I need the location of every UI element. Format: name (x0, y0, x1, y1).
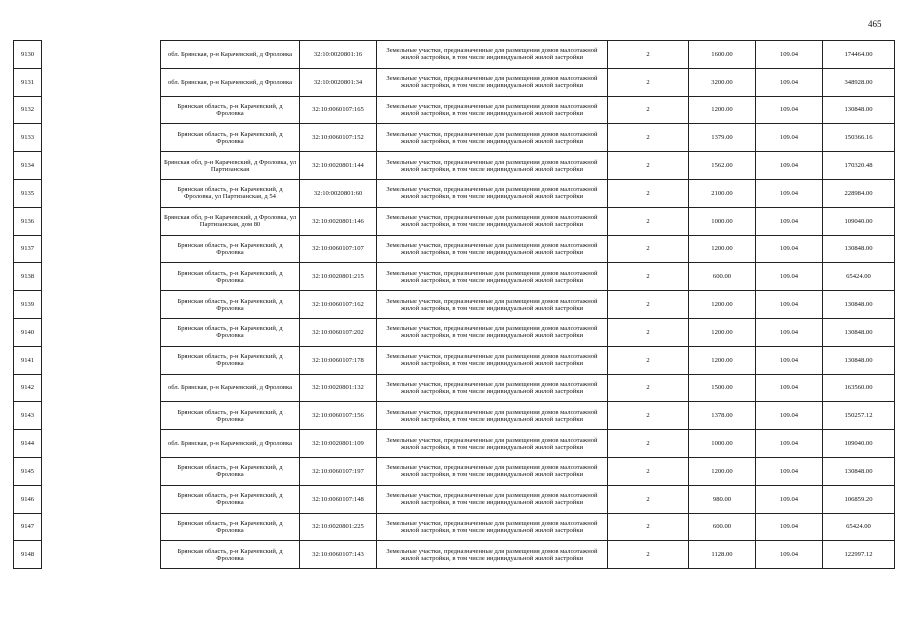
row-number-cell: 9144 (14, 430, 42, 458)
rate-cell: 109.04 (756, 541, 823, 569)
cadastral-value-cell: 163560.00 (823, 374, 895, 402)
land-use-cell: Земельные участки, предназначенные для размещения домов малоэтажной жилой застройки, в том числе индивидуальной жилой застройки (377, 541, 608, 569)
cadastral-value-cell: 228984.00 (823, 179, 895, 207)
cadastral-value-cell: 174464.00 (823, 41, 895, 69)
empty-cell (42, 430, 161, 458)
cadastral-value-cell: 130848.00 (823, 318, 895, 346)
cadastral-number-cell: 32:10:0020801:16 (300, 41, 377, 69)
rate-cell: 109.04 (756, 96, 823, 124)
land-registry-table (13, 40, 895, 569)
empty-cell (42, 346, 161, 374)
area-cell: 3200.00 (689, 68, 756, 96)
table-row (14, 96, 895, 124)
category-cell: 2 (608, 124, 689, 152)
rate-cell: 109.04 (756, 402, 823, 430)
area-cell: 1128.00 (689, 541, 756, 569)
row-number-cell: 9139 (14, 291, 42, 319)
cadastral-number-cell: 32:10:0060107:202 (300, 318, 377, 346)
empty-cell (42, 374, 161, 402)
cadastral-number-cell: 32:10:0020801:225 (300, 513, 377, 541)
row-number-cell: 9131 (14, 68, 42, 96)
table-row (14, 179, 895, 207)
cadastral-value-cell: 130848.00 (823, 96, 895, 124)
empty-cell (42, 124, 161, 152)
table-row (14, 291, 895, 319)
rate-cell: 109.04 (756, 235, 823, 263)
empty-cell (42, 541, 161, 569)
land-use-cell: Земельные участки, предназначенные для размещения домов малоэтажной жилой застройки, в том числе индивидуальной жилой застройки (377, 124, 608, 152)
cadastral-number-cell: 32:10:0020801:132 (300, 374, 377, 402)
area-cell: 1500.00 (689, 374, 756, 402)
category-cell: 2 (608, 207, 689, 235)
cadastral-value-cell: 130848.00 (823, 235, 895, 263)
empty-cell (42, 152, 161, 180)
rate-cell: 109.04 (756, 41, 823, 69)
empty-cell (42, 513, 161, 541)
cadastral-number-cell: 32:10:0060107:156 (300, 402, 377, 430)
cadastral-value-cell: 109040.00 (823, 430, 895, 458)
address-cell: Брянская обл, р-н Карачевский, д Фроловка, ул Партизанская (161, 152, 300, 180)
category-cell: 2 (608, 152, 689, 180)
category-cell: 2 (608, 179, 689, 207)
table-row (14, 263, 895, 291)
rate-cell: 109.04 (756, 430, 823, 458)
rate-cell: 109.04 (756, 207, 823, 235)
table-row (14, 457, 895, 485)
row-number-cell: 9141 (14, 346, 42, 374)
cadastral-value-cell: 130848.00 (823, 291, 895, 319)
cadastral-number-cell: 32:10:0020801:60 (300, 179, 377, 207)
address-cell: Брянская область, р-н Карачевский, д Фроловка (161, 235, 300, 263)
rate-cell: 109.04 (756, 485, 823, 513)
address-cell: Брянская область, р-н Карачевский, д Фроловка (161, 263, 300, 291)
empty-cell (42, 41, 161, 69)
address-cell: Брянская область, р-н Карачевский, д Фроловка (161, 96, 300, 124)
cadastral-value-cell: 170320.48 (823, 152, 895, 180)
land-use-cell: Земельные участки, предназначенные для размещения домов малоэтажной жилой застройки, в том числе индивидуальной жилой застройки (377, 235, 608, 263)
address-cell: Брянская область, р-н Карачевский, д Фроловка (161, 513, 300, 541)
cadastral-number-cell: 32:10:0060107:148 (300, 485, 377, 513)
row-number-cell: 9137 (14, 235, 42, 263)
row-number-cell: 9146 (14, 485, 42, 513)
table-body (14, 41, 895, 569)
area-cell: 1379.00 (689, 124, 756, 152)
cadastral-value-cell: 65424.00 (823, 263, 895, 291)
cadastral-value-cell: 109040.00 (823, 207, 895, 235)
rate-cell: 109.04 (756, 68, 823, 96)
row-number-cell: 9148 (14, 541, 42, 569)
rate-cell: 109.04 (756, 291, 823, 319)
empty-cell (42, 402, 161, 430)
cadastral-value-cell: 130848.00 (823, 346, 895, 374)
category-cell: 2 (608, 485, 689, 513)
table-row (14, 152, 895, 180)
cadastral-number-cell: 32:10:0060107:143 (300, 541, 377, 569)
row-number-cell: 9142 (14, 374, 42, 402)
category-cell: 2 (608, 41, 689, 69)
land-use-cell: Земельные участки, предназначенные для размещения домов малоэтажной жилой застройки, в том числе индивидуальной жилой застройки (377, 485, 608, 513)
row-number-cell: 9147 (14, 513, 42, 541)
cadastral-number-cell: 32:10:0060107:162 (300, 291, 377, 319)
table-row (14, 207, 895, 235)
land-use-cell: Земельные участки, предназначенные для размещения домов малоэтажной жилой застройки, в том числе индивидуальной жилой застройки (377, 152, 608, 180)
area-cell: 600.00 (689, 513, 756, 541)
cadastral-number-cell: 32:10:0060107:178 (300, 346, 377, 374)
row-number-cell: 9140 (14, 318, 42, 346)
land-use-cell: Земельные участки, предназначенные для размещения домов малоэтажной жилой застройки, в том числе индивидуальной жилой застройки (377, 263, 608, 291)
row-number-cell: 9143 (14, 402, 42, 430)
empty-cell (42, 68, 161, 96)
table-row (14, 41, 895, 69)
empty-cell (42, 179, 161, 207)
land-use-cell: Земельные участки, предназначенные для размещения домов малоэтажной жилой застройки, в том числе индивидуальной жилой застройки (377, 96, 608, 124)
table-row (14, 68, 895, 96)
cadastral-number-cell: 32:10:0020801:144 (300, 152, 377, 180)
cadastral-number-cell: 32:10:0020801:146 (300, 207, 377, 235)
empty-cell (42, 235, 161, 263)
category-cell: 2 (608, 430, 689, 458)
land-use-cell: Земельные участки, предназначенные для размещения домов малоэтажной жилой застройки, в том числе индивидуальной жилой застройки (377, 402, 608, 430)
table-row (14, 318, 895, 346)
cadastral-value-cell: 106859.20 (823, 485, 895, 513)
cadastral-number-cell: 32:10:0060107:197 (300, 457, 377, 485)
table-row (14, 235, 895, 263)
land-use-cell: Земельные участки, предназначенные для размещения домов малоэтажной жилой застройки, в том числе индивидуальной жилой застройки (377, 291, 608, 319)
cadastral-number-cell: 32:10:0020801:34 (300, 68, 377, 96)
address-cell: обл. Брянская, р-н Карачевский, д Фроловка (161, 68, 300, 96)
area-cell: 2100.00 (689, 179, 756, 207)
table-row (14, 402, 895, 430)
row-number-cell: 9133 (14, 124, 42, 152)
land-use-cell: Земельные участки, предназначенные для размещения домов малоэтажной жилой застройки, в том числе индивидуальной жилой застройки (377, 513, 608, 541)
land-use-cell: Земельные участки, предназначенные для размещения домов малоэтажной жилой застройки, в том числе индивидуальной жилой застройки (377, 346, 608, 374)
table-row (14, 485, 895, 513)
rate-cell: 109.04 (756, 457, 823, 485)
row-number-cell: 9145 (14, 457, 42, 485)
area-cell: 1000.00 (689, 430, 756, 458)
empty-cell (42, 318, 161, 346)
land-use-cell: Земельные участки, предназначенные для размещения домов малоэтажной жилой застройки, в том числе индивидуальной жилой застройки (377, 207, 608, 235)
address-cell: Брянская область, р-н Карачевский, д Фроловка (161, 124, 300, 152)
area-cell: 1200.00 (689, 291, 756, 319)
land-use-cell: Земельные участки, предназначенные для размещения домов малоэтажной жилой застройки, в том числе индивидуальной жилой застройки (377, 374, 608, 402)
empty-cell (42, 457, 161, 485)
address-cell: Брянская область, р-н Карачевский, д Фроловка (161, 291, 300, 319)
row-number-cell: 9136 (14, 207, 42, 235)
land-use-cell: Земельные участки, предназначенные для размещения домов малоэтажной жилой застройки, в том числе индивидуальной жилой застройки (377, 68, 608, 96)
area-cell: 1000.00 (689, 207, 756, 235)
table-row (14, 346, 895, 374)
address-cell: Брянская обл, р-н Карачевский, д Фроловка, ул Партизанская, дом 80 (161, 207, 300, 235)
area-cell: 1200.00 (689, 457, 756, 485)
table-row (14, 430, 895, 458)
rate-cell: 109.04 (756, 152, 823, 180)
rate-cell: 109.04 (756, 374, 823, 402)
row-number-cell: 9132 (14, 96, 42, 124)
address-cell: обл. Брянская, р-н Карачевский, д Фроловка (161, 41, 300, 69)
area-cell: 1600.00 (689, 41, 756, 69)
empty-cell (42, 485, 161, 513)
category-cell: 2 (608, 513, 689, 541)
rate-cell: 109.04 (756, 263, 823, 291)
rate-cell: 109.04 (756, 513, 823, 541)
category-cell: 2 (608, 291, 689, 319)
area-cell: 1200.00 (689, 318, 756, 346)
row-number-cell: 9130 (14, 41, 42, 69)
area-cell: 1378.00 (689, 402, 756, 430)
land-use-cell: Земельные участки, предназначенные для размещения домов малоэтажной жилой застройки, в том числе индивидуальной жилой застройки (377, 318, 608, 346)
cadastral-number-cell: 32:10:0020801:109 (300, 430, 377, 458)
cadastral-value-cell: 122997.12 (823, 541, 895, 569)
category-cell: 2 (608, 402, 689, 430)
category-cell: 2 (608, 235, 689, 263)
address-cell: обл. Брянская, р-н Карачевский, д Фроловка (161, 374, 300, 402)
cadastral-value-cell: 130848.00 (823, 457, 895, 485)
cadastral-value-cell: 150257.12 (823, 402, 895, 430)
rate-cell: 109.04 (756, 318, 823, 346)
empty-cell (42, 96, 161, 124)
category-cell: 2 (608, 541, 689, 569)
table-row (14, 124, 895, 152)
empty-cell (42, 291, 161, 319)
land-use-cell: Земельные участки, предназначенные для размещения домов малоэтажной жилой застройки, в том числе индивидуальной жилой застройки (377, 41, 608, 69)
area-cell: 1200.00 (689, 346, 756, 374)
address-cell: Брянская область, р-н Карачевский, д Фроловка (161, 318, 300, 346)
rate-cell: 109.04 (756, 346, 823, 374)
address-cell: Брянская область, р-н Карачевский, д Фроловка, ул Партизанская, д 54 (161, 179, 300, 207)
address-cell: Брянская область, р-н Карачевский, д Фроловка (161, 485, 300, 513)
area-cell: 600.00 (689, 263, 756, 291)
row-number-cell: 9135 (14, 179, 42, 207)
page-number: 465 (868, 19, 882, 29)
row-number-cell: 9134 (14, 152, 42, 180)
empty-cell (42, 207, 161, 235)
category-cell: 2 (608, 318, 689, 346)
land-use-cell: Земельные участки, предназначенные для размещения домов малоэтажной жилой застройки, в том числе индивидуальной жилой застройки (377, 430, 608, 458)
category-cell: 2 (608, 346, 689, 374)
land-use-cell: Земельные участки, предназначенные для размещения домов малоэтажной жилой застройки, в том числе индивидуальной жилой застройки (377, 457, 608, 485)
land-use-cell: Земельные участки, предназначенные для размещения домов малоэтажной жилой застройки, в том числе индивидуальной жилой застройки (377, 179, 608, 207)
cadastral-number-cell: 32:10:0060107:107 (300, 235, 377, 263)
address-cell: обл. Брянская, р-н Карачевский, д Фроловка (161, 430, 300, 458)
category-cell: 2 (608, 457, 689, 485)
area-cell: 980.00 (689, 485, 756, 513)
address-cell: Брянская область, р-н Карачевский, д Фроловка (161, 541, 300, 569)
category-cell: 2 (608, 68, 689, 96)
rate-cell: 109.04 (756, 124, 823, 152)
cadastral-value-cell: 348928.00 (823, 68, 895, 96)
cadastral-value-cell: 150366.16 (823, 124, 895, 152)
cadastral-number-cell: 32:10:0060107:152 (300, 124, 377, 152)
table-row (14, 541, 895, 569)
address-cell: Брянская область, р-н Карачевский, д Фроловка (161, 402, 300, 430)
area-cell: 1200.00 (689, 96, 756, 124)
address-cell: Брянская область, р-н Карачевский, д Фроловка (161, 346, 300, 374)
cadastral-value-cell: 65424.00 (823, 513, 895, 541)
empty-cell (42, 263, 161, 291)
category-cell: 2 (608, 96, 689, 124)
row-number-cell: 9138 (14, 263, 42, 291)
table-row (14, 513, 895, 541)
table-row (14, 374, 895, 402)
category-cell: 2 (608, 374, 689, 402)
address-cell: Брянская область, р-н Карачевский, д Фроловка (161, 457, 300, 485)
cadastral-number-cell: 32:10:0020801:215 (300, 263, 377, 291)
cadastral-number-cell: 32:10:0060107:165 (300, 96, 377, 124)
rate-cell: 109.04 (756, 179, 823, 207)
category-cell: 2 (608, 263, 689, 291)
area-cell: 1200.00 (689, 235, 756, 263)
area-cell: 1562.00 (689, 152, 756, 180)
